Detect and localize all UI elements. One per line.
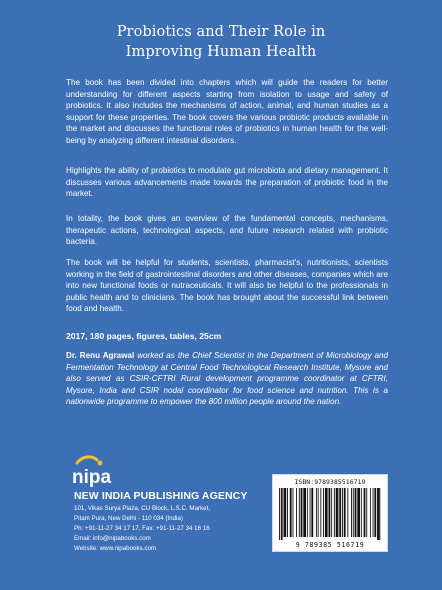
barcode-bar xyxy=(287,488,288,537)
barcode-bar xyxy=(377,488,380,540)
barcode-bar xyxy=(344,488,346,537)
barcode-bar xyxy=(299,488,300,537)
barcode-bar xyxy=(316,488,317,537)
logo-wordmark: nipa xyxy=(72,467,112,488)
barcode-bar xyxy=(281,488,283,540)
publisher-email: Email: info@nipabooks.com xyxy=(74,535,151,542)
barcode-bar xyxy=(320,488,321,537)
barcode-bar xyxy=(364,488,366,537)
barcode-bar xyxy=(296,488,297,537)
book-title-line-1: Probiotics and Their Role in xyxy=(116,24,326,40)
barcode-bar xyxy=(374,488,376,537)
isbn-label: ISBN:9789385516719 xyxy=(294,478,366,486)
barcode-bar xyxy=(351,488,352,537)
logo-swoosh xyxy=(77,457,97,463)
barcode-bar xyxy=(318,488,319,537)
description-paragraph-4: The book will be helpful for students, scientists, pharmacist's, nutritionists, scientists working in the field of gastrointestinal disorders and other diseases, companies which are into new functional foods or nutraceuticals. It will also be helpful to the professionals in public health and to clinicians. The book has brought about the successful link between food and health. xyxy=(66,258,388,314)
barcode-bar xyxy=(279,488,280,540)
barcode-bar xyxy=(323,488,324,537)
barcode-bar xyxy=(307,488,308,537)
barcode-bar xyxy=(353,488,354,537)
author-bio-text: worked as the Chief Scientist in the Department of Microbiology and Fermentation Technology at Central Food Technological Research Institute, Mysore and also served as CSIR-CFTRI Rural development programme coordinator at CFTRI, Mysore, India and CSIR nodal coordinator for food science and nutrition. This is a nationwide programme to empower the 800 million people around the nation. xyxy=(66,351,389,407)
publisher-address-line-2: Pitam Pura, New Delhi - 110 034 (India) xyxy=(74,515,183,522)
publisher-name: NEW INDIA PUBLISHING AGENCY xyxy=(74,490,248,502)
barcode-bar xyxy=(336,488,339,537)
barcode-bar xyxy=(361,488,362,537)
barcode-bar xyxy=(329,488,331,537)
barcode-bar xyxy=(339,488,341,537)
barcode-bar xyxy=(310,488,311,537)
book-title-line-2: Improving Human Health xyxy=(125,44,317,60)
barcode-bar xyxy=(347,488,348,537)
barcode-bars xyxy=(279,488,381,540)
barcode-bar xyxy=(373,488,374,537)
barcode-bar xyxy=(357,488,360,537)
logo-dot xyxy=(98,461,103,466)
barcode-bar xyxy=(342,488,343,537)
barcode-bar xyxy=(366,488,367,537)
book-title xyxy=(0,22,442,62)
barcode-bar xyxy=(301,488,303,537)
publisher-logo xyxy=(70,454,118,488)
isbn-digits: 9 789385 516719 xyxy=(295,541,365,549)
barcode-bar xyxy=(290,488,292,537)
barcode-bar xyxy=(284,488,287,537)
barcode-bar xyxy=(311,488,313,537)
barcode-bar xyxy=(334,488,335,537)
publisher-website: Website: www.nipabooks.com xyxy=(74,545,157,552)
publisher-address-line-1: 101, Vikas Surya Plaza, CU Block, L.S.C. Market, xyxy=(74,505,211,512)
barcode-bar xyxy=(325,488,328,537)
barcode-bar xyxy=(355,488,357,537)
isbn-barcode xyxy=(272,474,388,552)
author-name: Dr. Renu Agrawal xyxy=(66,351,135,360)
description-paragraph-2: Highlights the ability of probiotics to modulate gut microbiota and dietary management. It discusses various advancements made towards the preparation of probiotic food in the market. xyxy=(66,166,388,199)
description-paragraph-1: The book has been divided into chapters which will guide the readers for better understanding for different aspects starting from isolation to usage and safety of probiotics. It also includes the mechanisms of action, animal, and human studies as a support for these properties. The book covers the various probiotic products available in the market and discusses the functional roles of probiotics in human health for the well-being by analyzing different intestinal disorders. xyxy=(66,78,388,145)
author-bio xyxy=(66,350,388,408)
book-details: 2017, 180 pages, figures, tables, 25cm xyxy=(66,331,222,341)
publisher-phone: Ph: +91-11-27 34 17 17, Fax: +91-11-27 34 16 16 xyxy=(74,525,210,532)
barcode-bar xyxy=(331,488,332,537)
barcode-bar xyxy=(370,488,371,537)
barcode-bar xyxy=(303,488,306,537)
barcode-bar xyxy=(293,488,294,537)
description-paragraph-3: In totality, the book gives an overview of the fundamental concepts, mechanisms, therapeutic actions, technological aspects, and future research related with probiotic bacteria. xyxy=(66,214,388,247)
